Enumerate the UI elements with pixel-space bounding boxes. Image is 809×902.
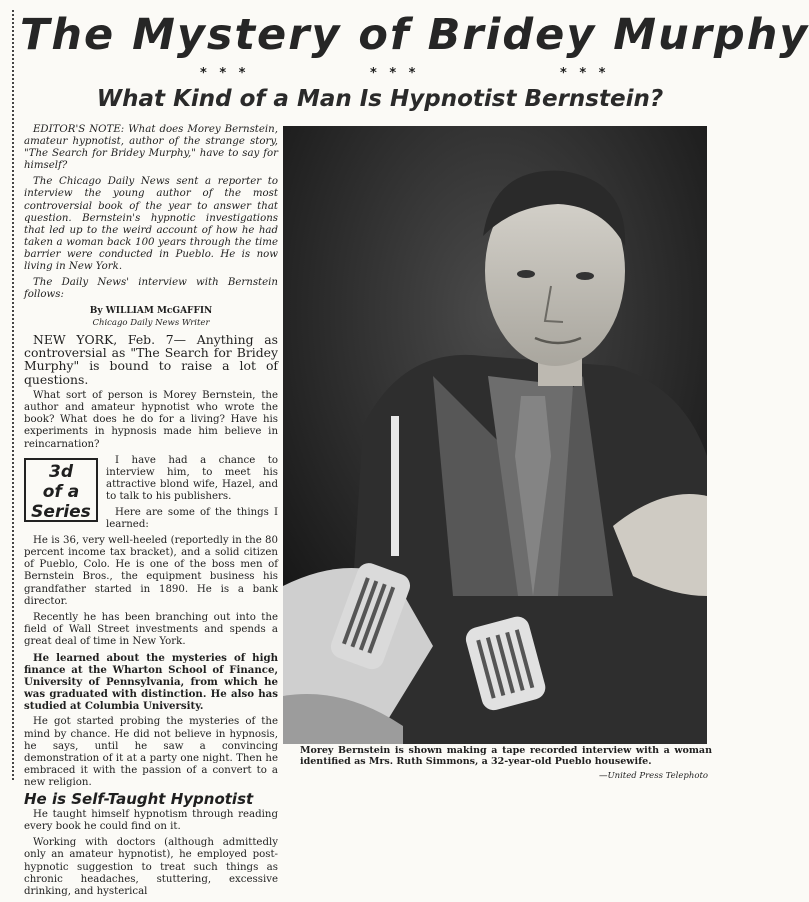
portrait-illustration: [283, 126, 707, 744]
byline-title: Chicago Daily News Writer: [92, 318, 210, 329]
series-section: [24, 455, 278, 532]
headline: The Mystery of Bridey Murphy: [20, 10, 809, 60]
editors-note: The Chicago Daily News sent a reporter to interview the young author of the most controversial book of the year to answer that question. Bernstein's hypnotic investigations that led up to the weird account of how he had taken a woman back 100 years through the time barrier were conducted in Pueblo. He is now living in New York.: [24, 176, 278, 273]
article-paragraph: He learned about the mysteries of high finance at the Wharton School of Finance, University of Pennsylvania, from which he was graduated with distinction. He also has studied at Columbia University.: [24, 652, 278, 713]
article-paragraph: What sort of person is Morey Bernstein, the author and amateur hypnotist who wrote the book? What does he do for a living? Have his experiments in hypnosis made him believe in reincarnation?: [24, 390, 278, 450]
article-paragraph: He taught himself hypnotism through reading every book he could find on it.: [24, 809, 278, 833]
photograph: [283, 126, 707, 744]
article-paragraph: He got started probing the mysteries of the mind by chance. He did not believe in hypnosis, he says, until he saw a convincing demonstration of it at a party one night. Then he embraced it with the passion of a convert to a new religion.: [24, 716, 278, 788]
editors-note: EDITOR'S NOTE: What does Morey Bernstein, amateur hypnotist, author of the strange story, "The Search for Bridey Murphy," have to say for himself?: [24, 124, 278, 172]
star-divider: * * *: [560, 66, 610, 81]
editors-note: The Daily News' interview with Bernstein follows:: [24, 277, 278, 301]
lead-paragraph: NEW YORK, Feb. 7— Anything as controversial as "The Search for Bridey Murphy" is bound to raise a lot of questions.: [24, 331, 278, 387]
subheadline: What Kind of a Man Is Hypnotist Bernstein?: [96, 86, 664, 112]
dotted-border: [12, 10, 19, 780]
article-column: [24, 124, 278, 902]
star-divider: * * *: [200, 66, 250, 81]
photo-caption: Morey Bernstein is shown making a tape recorded interview with a woman identified as Mrs. Ruth Simmons, a 32-year-old Pueblo housewife.: [300, 745, 712, 767]
article-paragraph: I have had a chance to interview him, to meet his attractive blond wife, Hazel, and to talk to his publishers.: [106, 454, 278, 502]
article-paragraph: Recently he has been branching out into the field of Wall Street investments and spends a great deal of time in New York.: [24, 611, 278, 647]
star-divider: * * *: [370, 66, 420, 81]
byline: By WILLIAM McGAFFIN: [89, 306, 213, 317]
article-paragraph: He is 36, very well-heeled (reportedly in the 80 percent income tax bracket), and a solid citizen of Pueblo, Colo. He is one of the boss men of Bernstein Bros., the equipment business his grandfather started in 1890. He is a bank director.: [24, 535, 278, 607]
photo-credit: —United Press Telephoto: [598, 771, 708, 781]
article-paragraph: Here are some of the things I learned:: [106, 506, 278, 531]
article-paragraph: Working with doctors (although admittedly only an amateur hypnotist), he employed post-hypnotic suggestion to treat such things as chronic headaches, stuttering, excessive drinking, and hysterical: [24, 837, 278, 897]
series-box: 3d of a Series: [24, 458, 98, 522]
section-heading: He is Self-Taught Hypnotist: [24, 790, 254, 809]
